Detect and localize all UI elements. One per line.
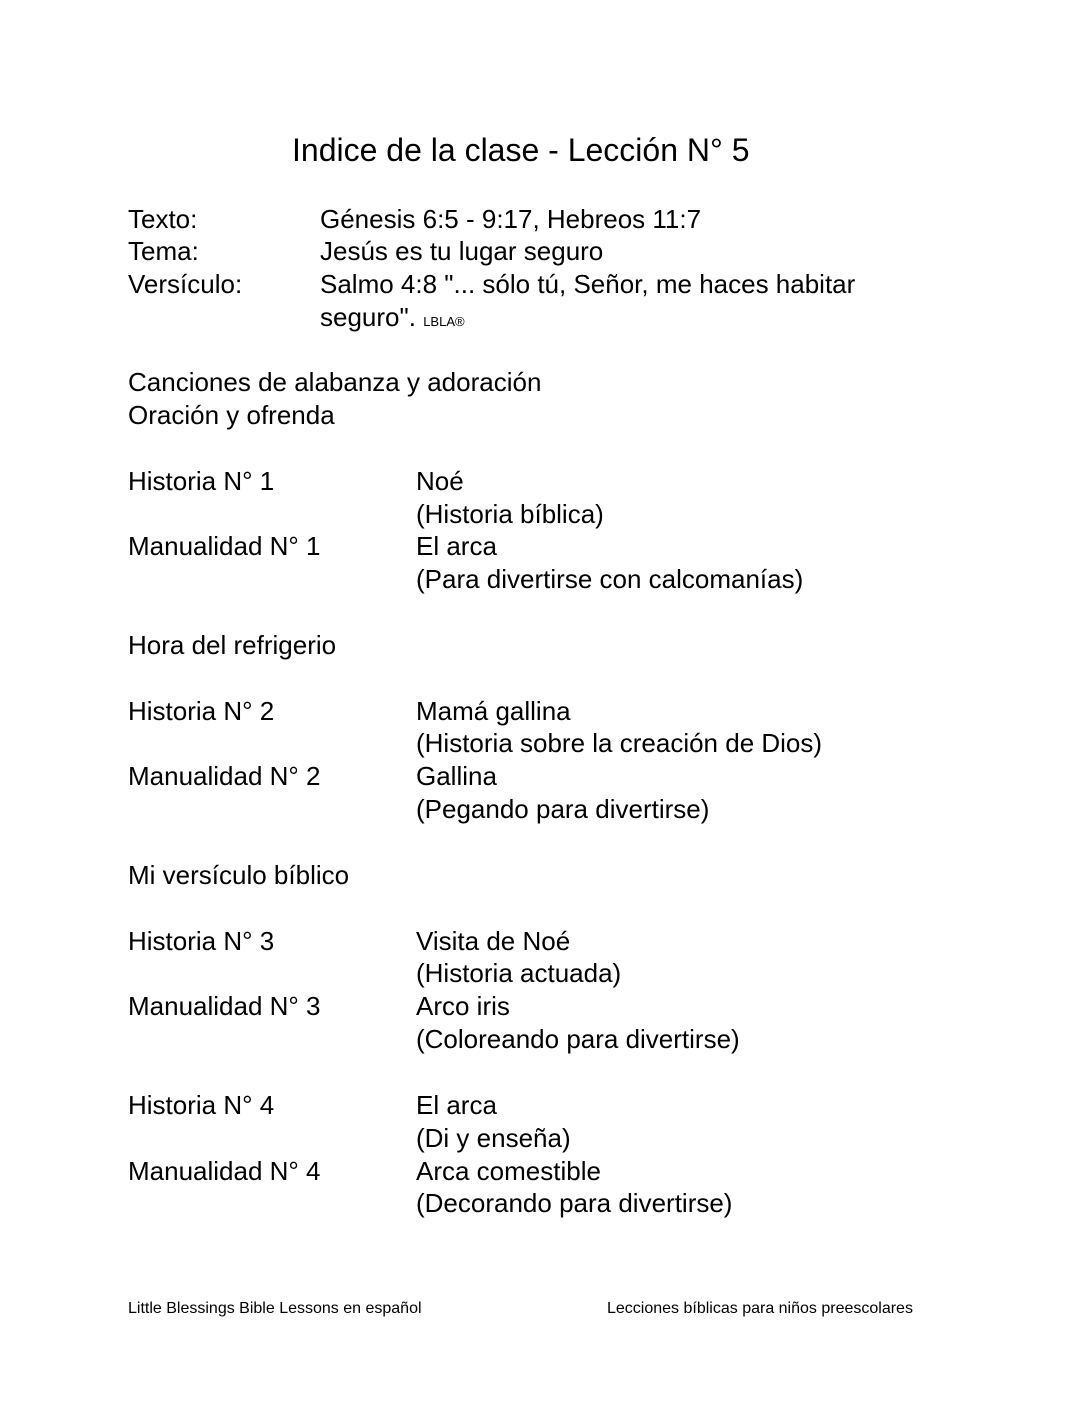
page-title: Indice de la clase - Lección N° 5: [292, 132, 750, 168]
craft-3-note: (Coloreando para divertirse): [416, 1024, 740, 1054]
story-1-label: Historia N° 1: [128, 466, 275, 496]
texto-value: Génesis 6:5 - 9:17, Hebreos 11:7: [320, 204, 702, 234]
story-4-label: Historia N° 4: [128, 1090, 275, 1120]
texto-label: Texto:: [128, 204, 198, 234]
story-2-label: Historia N° 2: [128, 696, 275, 726]
story-3-note: (Historia actuada): [416, 958, 622, 988]
memory-verse-item: Mi versículo bíblico: [128, 860, 350, 890]
versiculo-label: Versículo:: [128, 269, 243, 299]
versiculo-version: LBLA®: [423, 314, 465, 329]
craft-4-title: Arca comestible: [416, 1156, 601, 1186]
versiculo-line-2-text: seguro".: [320, 302, 416, 332]
story-1-title: Noé: [416, 466, 464, 496]
prayer-item: Oración y ofrenda: [128, 400, 335, 430]
story-2-note: (Historia sobre la creación de Dios): [416, 728, 823, 758]
snack-item: Hora del refrigerio: [128, 630, 337, 660]
tema-value: Jesús es tu lugar seguro: [320, 236, 604, 266]
craft-2-title: Gallina: [416, 761, 497, 791]
story-3-title: Visita de Noé: [416, 926, 571, 956]
tema-label: Tema:: [128, 236, 199, 266]
craft-3-title: Arco iris: [416, 991, 510, 1021]
story-3-label: Historia N° 3: [128, 926, 275, 956]
craft-4-label: Manualidad N° 4: [128, 1156, 321, 1186]
craft-2-note: (Pegando para divertirse): [416, 794, 710, 824]
footer-right: Lecciones bíblicas para niños preescolares: [607, 1300, 913, 1317]
craft-2-label: Manualidad N° 2: [128, 761, 321, 791]
craft-1-title: El arca: [416, 531, 497, 561]
story-2-title: Mamá gallina: [416, 696, 571, 726]
versiculo-line-1: Salmo 4:8 "... sólo tú, Señor, me haces habitar: [320, 269, 856, 299]
craft-4-note: (Decorando para divertirse): [416, 1188, 733, 1218]
craft-1-note: (Para divertirse con calcomanías): [416, 564, 804, 594]
versiculo-line-2: [320, 304, 465, 330]
story-4-note: (Di y enseña): [416, 1123, 571, 1153]
craft-1-label: Manualidad N° 1: [128, 531, 321, 561]
story-4-title: El arca: [416, 1090, 497, 1120]
craft-3-label: Manualidad N° 3: [128, 991, 321, 1021]
story-1-note: (Historia bíblica): [416, 499, 604, 529]
songs-item: Canciones de alabanza y adoración: [128, 367, 542, 397]
footer-left: Little Blessings Bible Lessons en español: [128, 1300, 422, 1317]
